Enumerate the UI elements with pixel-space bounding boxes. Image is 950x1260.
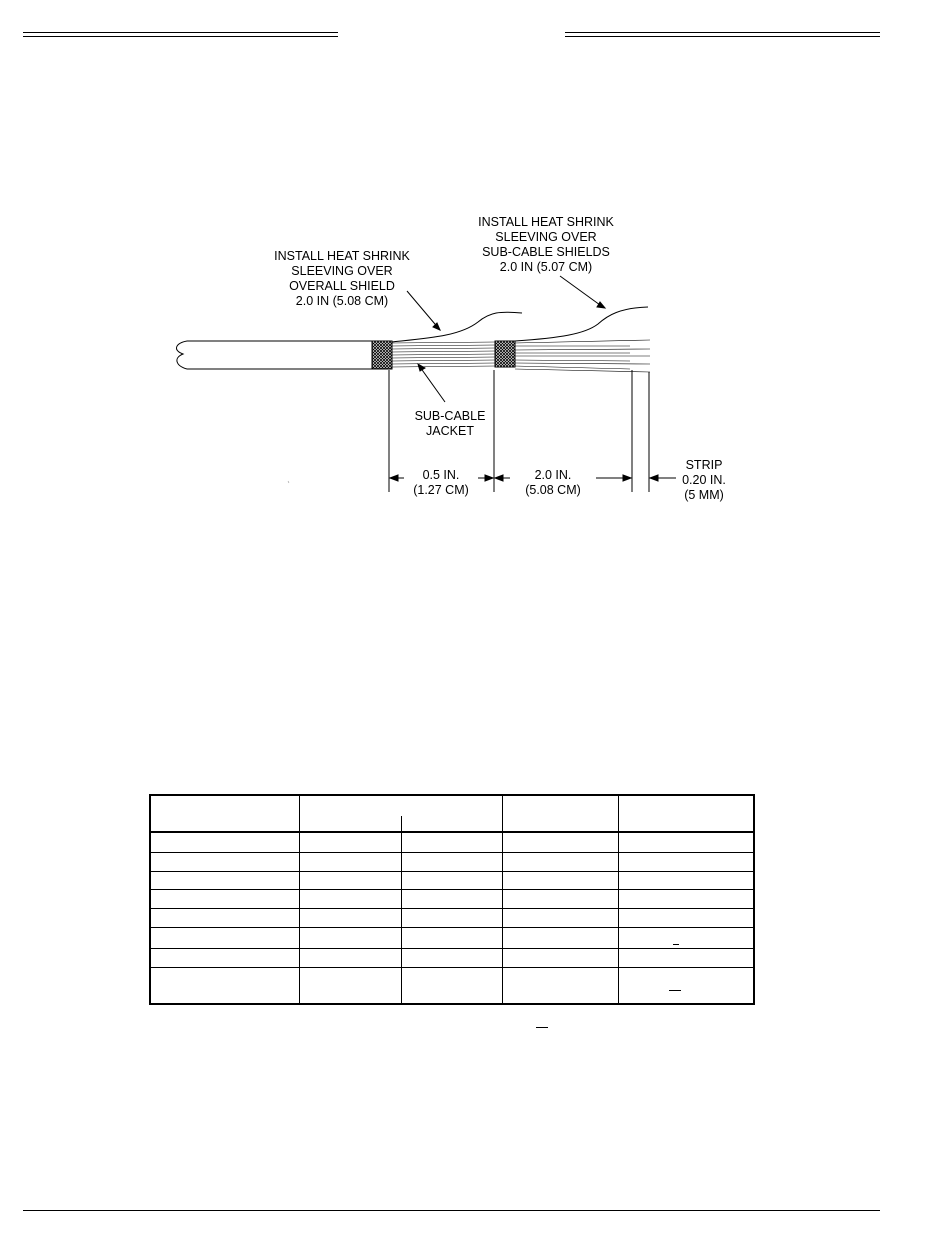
callout-overall-shield [262, 249, 422, 309]
table-row [151, 948, 753, 949]
sub-cable-conductors [515, 340, 650, 372]
callout-subcable-shields [466, 215, 626, 275]
table-column-divider [401, 816, 402, 1003]
callout-text: SUB-CABLE [414, 409, 486, 423]
specification-table [149, 794, 755, 1005]
leader-subcable-jacket [420, 367, 445, 402]
footer-rule [23, 1210, 880, 1211]
callout-text: INSTALL HEAT SHRINK [478, 215, 614, 229]
dimension-text: (1.27 CM) [413, 483, 469, 497]
table-column-divider [618, 796, 619, 1003]
sub-cable-jackets [392, 342, 495, 367]
table-column-divider [502, 796, 503, 1003]
callout-text: 2.0 IN (5.07 CM) [499, 260, 593, 274]
cable-jacket [176, 341, 372, 369]
dimension-shield-length [510, 468, 596, 498]
callout-subcable-jacket [402, 409, 498, 439]
callout-text: 2.0 IN (5.08 CM) [295, 294, 389, 308]
table-row [151, 967, 753, 968]
table-cell-mark [669, 990, 681, 991]
dimension-strip-length [668, 458, 740, 503]
dimension-text: 2.0 IN. [534, 468, 572, 482]
dimension-text: 0.20 IN. [682, 473, 726, 487]
table-row [151, 852, 753, 853]
callout-text: SLEEVING OVER [291, 264, 393, 278]
drain-wire-1 [392, 312, 522, 342]
drain-wire-2 [515, 307, 648, 341]
dimension-text: 0.5 IN. [422, 468, 460, 482]
table-row [151, 908, 753, 909]
callout-text: OVERALL SHIELD [289, 279, 395, 293]
table-header-rule [151, 831, 753, 833]
callout-text: SUB-CABLE SHIELDS [482, 245, 610, 259]
table-row [151, 927, 753, 928]
table-row [151, 871, 753, 872]
callout-text: SLEEVING OVER [495, 230, 597, 244]
dimension-text: STRIP [685, 458, 723, 472]
callout-text: JACKET [426, 424, 474, 438]
footnote-mark [536, 1027, 548, 1028]
table-row [151, 889, 753, 890]
dimension-text: (5.08 CM) [525, 483, 581, 497]
leader-subcable-shields [560, 276, 600, 305]
dimension-jacket-length [404, 468, 478, 498]
table-cell-mark [673, 944, 679, 945]
table-column-divider [299, 796, 300, 1003]
callout-text: INSTALL HEAT SHRINK [274, 249, 410, 263]
dimension-text: (5 MM) [684, 488, 724, 502]
